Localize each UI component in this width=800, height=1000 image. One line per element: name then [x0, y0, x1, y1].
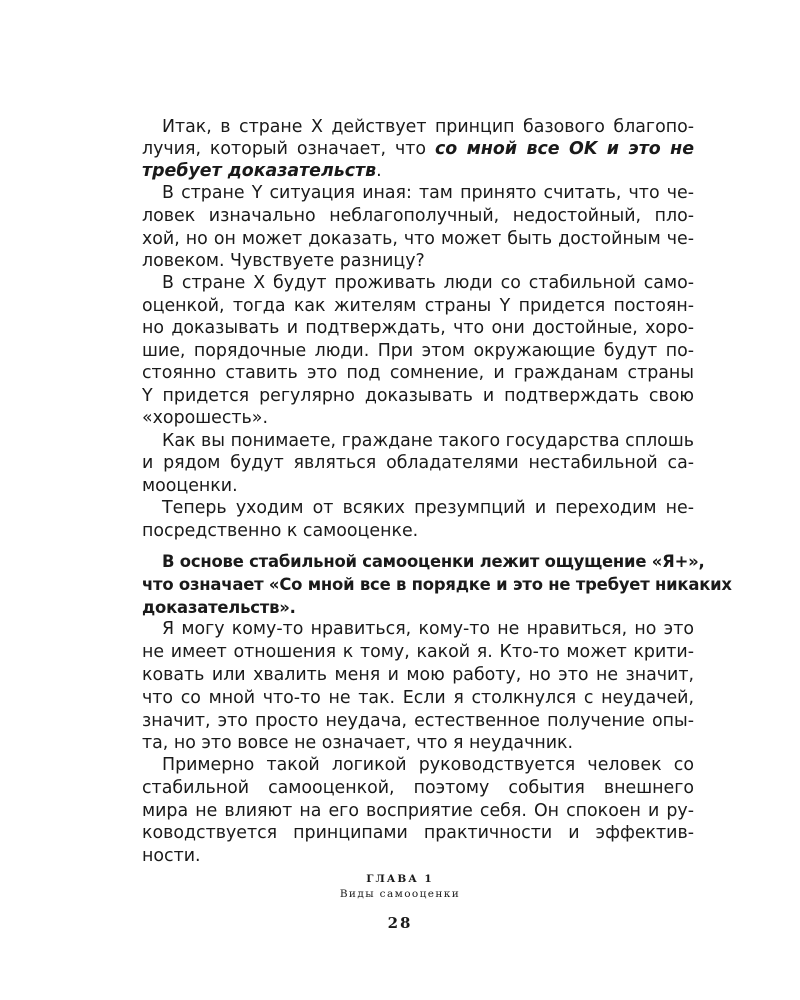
paragraph-line [162, 618, 694, 641]
emphasis-text: со мной все OK и это не [434, 139, 694, 159]
paragraph-line [142, 205, 694, 228]
paragraph-line [142, 250, 694, 273]
bold-paragraph-line [162, 550, 705, 573]
text-run: хой, но он может доказать, что может быть достойным че- [142, 229, 694, 249]
text-run: стоянно ставить это под сомнение, и гражданам страны [142, 363, 694, 383]
text-run: что со мной что-то не так. Если я столкнулся с неудачей, [142, 688, 694, 708]
text-run: Как вы понимаете, граждане такого государства сплошь [162, 431, 694, 451]
paragraph-line [142, 317, 694, 340]
paragraph-line [142, 732, 694, 755]
paragraph-line [142, 295, 694, 318]
paragraph-line [142, 228, 694, 251]
text-run: Я могу кому-то нравиться, кому-то не нравиться, но это [162, 619, 694, 639]
paragraph-line [142, 452, 694, 475]
text-run: мооценки. [142, 476, 238, 496]
text-run: доказательств». [142, 598, 296, 617]
paragraph-line [162, 754, 694, 777]
text-run: Y придется регулярно доказывать и подтверждать свою [142, 386, 694, 406]
text-run: Примерно такой логикой руководствуется человек со [162, 755, 694, 775]
text-run: оценкой, тогда как жителям страны Y придется постоян- [142, 296, 694, 316]
paragraph-line [162, 272, 694, 295]
text-run: и рядом будут являться обладателями нестабильной са- [142, 453, 694, 473]
paragraph-line [142, 687, 694, 710]
paragraph-line [162, 116, 694, 139]
paragraph-line [142, 475, 694, 498]
paragraph-line [142, 822, 694, 845]
paragraph-line [142, 710, 694, 733]
paragraph-line [142, 664, 694, 687]
text-run: посредственно к самооценке. [142, 521, 419, 541]
paragraph-line [162, 182, 694, 205]
text-run: мира не влияют на его восприятие себя. Он спокоен и ру- [142, 801, 694, 821]
paragraph-line [142, 845, 694, 868]
text-run: ности. [142, 846, 201, 866]
paragraph-line [142, 362, 694, 385]
paragraph-line [142, 340, 694, 363]
paragraph-line [162, 430, 694, 453]
paragraph-line [142, 407, 694, 430]
paragraph-line [162, 497, 694, 520]
text-run: что означает «Со мной все в порядке и это не требует никаких [142, 575, 732, 594]
bold-paragraph-line [142, 596, 694, 619]
text-run: не имеет отношения к тому, какой я. Кто-то может крити- [142, 642, 694, 662]
text-run: значит, это просто неудача, естественное получение опы- [142, 711, 694, 731]
text-run: ловеком. Чувствуете разницу? [142, 251, 425, 271]
text-run: В основе стабильной самооценки лежит ощущение «Я+», [162, 552, 705, 571]
text-run: . [376, 161, 382, 181]
paragraph-line [142, 641, 694, 664]
text-run: лучия, который означает, что [142, 139, 435, 159]
emphasis-text: требует доказательств [142, 161, 377, 181]
text-run: ловек изначально неблагополучный, недостойный, пло- [142, 206, 694, 226]
text-run: но доказывать и подтверждать, что они достойные, хоро- [142, 318, 694, 338]
text-run: Теперь уходим от всяких презумпций и переходим не- [162, 498, 694, 518]
paragraph-line [142, 777, 694, 800]
text-run: стабильной самооценкой, поэтому события внешнего [142, 778, 694, 798]
bold-paragraph-line [142, 573, 732, 596]
text-run: В стране X будут проживать люди со стабильной само- [162, 273, 694, 293]
paragraph-line [142, 520, 694, 543]
text-run: ковать или хвалить меня и мою работу, но это не значит, [142, 665, 694, 685]
text-run: В стране Y ситуация иная: там принято считать, что че- [162, 183, 694, 203]
text-run: ководствуется принципами практичности и эффектив- [142, 823, 694, 843]
text-run: та, но это вовсе не означает, что я неудачник. [142, 733, 574, 753]
paragraph-line [142, 138, 694, 161]
paragraph-line [142, 800, 694, 823]
paragraph-line [142, 385, 694, 408]
paragraph-line [142, 160, 694, 183]
running-footer-subtitle: Виды самооценки [339, 888, 461, 900]
text-run: шие, порядочные люди. При этом окружающие будут по- [142, 341, 694, 361]
text-run: Итак, в стране X действует принцип базового благопо- [162, 117, 694, 137]
running-footer-chapter: ГЛАВА 1 [366, 873, 434, 885]
page-number: 28 [387, 914, 413, 932]
text-run: «хорошесть». [142, 408, 268, 428]
